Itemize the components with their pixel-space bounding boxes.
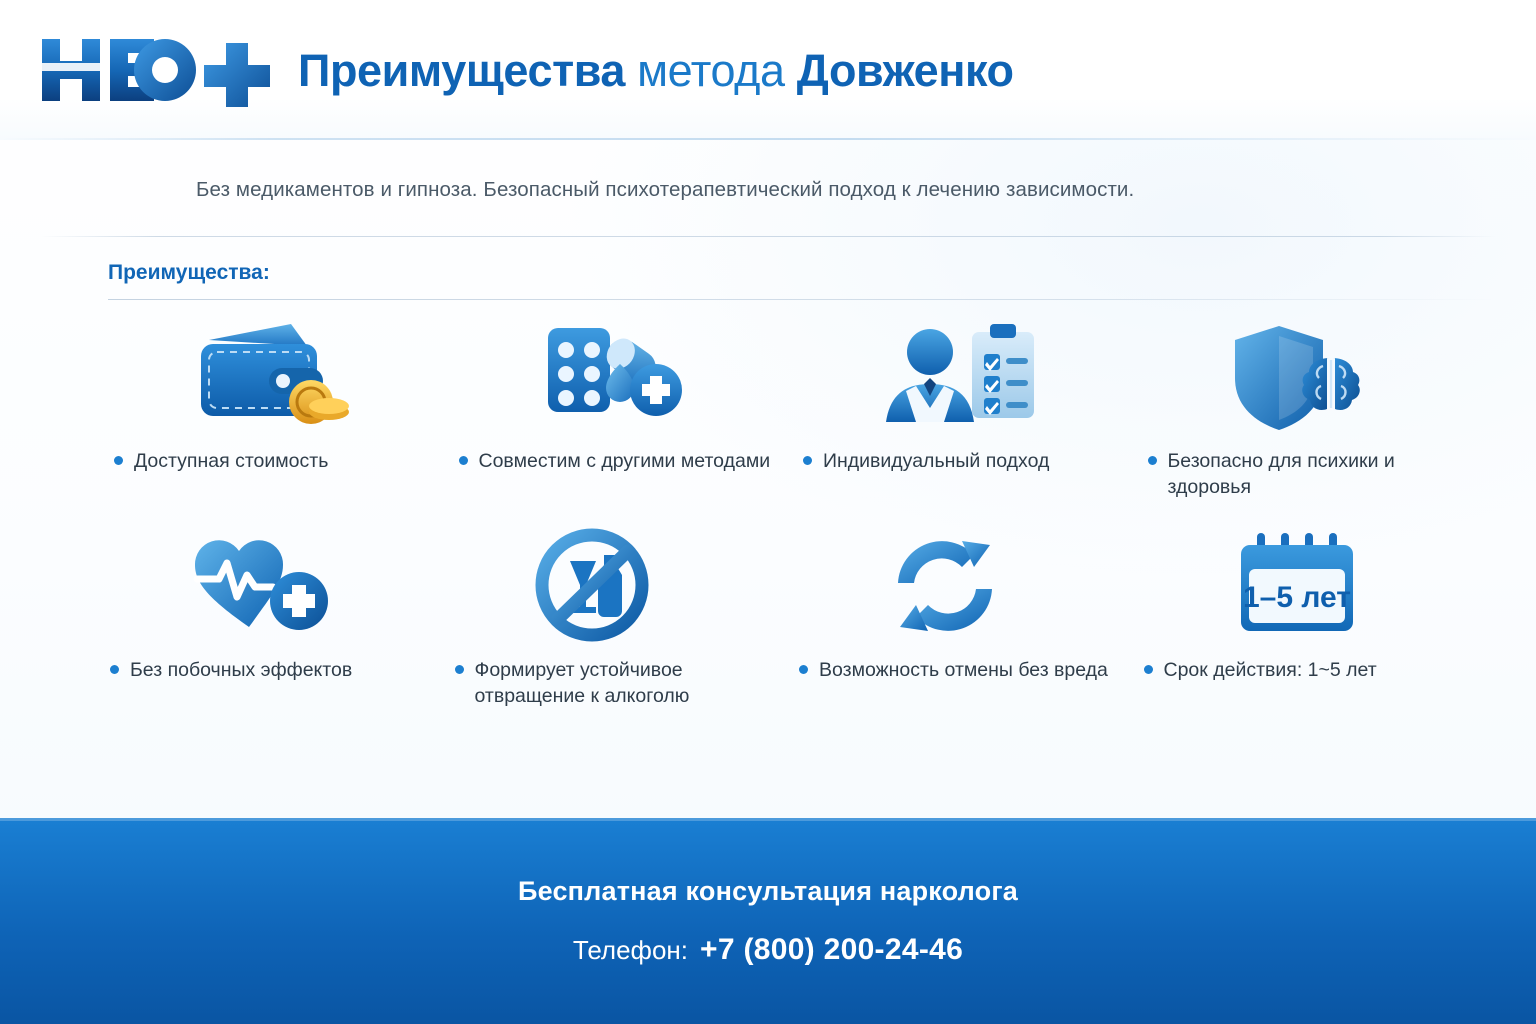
advantage-label: Формирует устойчивое отвращение к алкоголю [474,658,690,707]
neo-plus-logo-icon [40,33,272,107]
bullet-icon [1144,665,1153,674]
calendar-badge-text: 1–5 лет [1242,580,1351,614]
advantage-label: Совместим с другими методами [478,450,771,472]
pills-capsule-plus-icon [532,314,702,440]
calendar-term-icon [1221,523,1391,649]
advantage-label: Безопасно для психики и здоровья [1167,450,1395,499]
advantage-caption [445,440,790,474]
bullet-icon [114,456,123,465]
phone-label: Телефон: [572,934,688,965]
intro-block [0,140,1536,202]
advantage-item [789,523,1134,710]
wallet-coins-icon [187,314,357,440]
bullet-icon [799,665,808,674]
bullet-icon [459,456,468,465]
page-header [0,0,1536,140]
advantage-caption [100,649,445,683]
shield-brain-icon [1221,314,1391,440]
footer-cta [0,818,1536,1024]
page-title-part3: Довженко [796,44,1014,96]
heart-pulse-plus-icon [187,523,357,649]
footer-title: Бесплатная консультация нарколога [517,875,1018,906]
advantage-caption [445,649,790,710]
advantage-caption [789,440,1134,474]
advantage-label: Возможность отмены без вреда [819,658,1108,681]
footer-phone[interactable] [573,933,963,967]
advantages-grid [0,314,1536,709]
advantage-label: Доступная стоимость [134,450,329,472]
header-divider [40,236,1496,237]
advantage-caption [1134,440,1479,501]
advantage-item [445,314,790,501]
advantage-item [100,523,445,710]
bullet-icon [1148,456,1157,465]
advantage-label: Индивидуальный подход [823,450,1050,472]
refresh-arrows-icon [876,523,1046,649]
advantage-item [1134,314,1479,501]
doctor-checklist-icon [876,314,1046,440]
advantage-item [789,314,1134,501]
section-title: Преимущества: [108,261,270,284]
advantage-label: Срок действия: 1~5 лет [1163,658,1377,681]
section-rule [108,299,1496,300]
advantage-label: Без побочных эффектов [130,658,353,681]
bullet-icon [803,456,812,465]
page-title [298,44,1014,96]
page-title-part1: Преимущества [298,44,626,96]
no-alcohol-icon [532,523,702,649]
intro-subtitle: Без медикаментов и гипноза. Безопасный психотерапевтический подход к лечению зависимости. [196,178,1135,201]
brand-logo [40,33,272,107]
advantage-caption [100,440,445,474]
advantage-caption [1134,649,1479,683]
phone-number[interactable]: +7 (800) 200-24-46 [700,932,964,966]
page-title-part2: метода [637,44,785,96]
advantage-caption [789,649,1134,683]
advantage-item [445,523,790,710]
advantage-item [1134,523,1479,710]
advantage-item [100,314,445,501]
bullet-icon [455,665,464,674]
bullet-icon [110,665,119,674]
